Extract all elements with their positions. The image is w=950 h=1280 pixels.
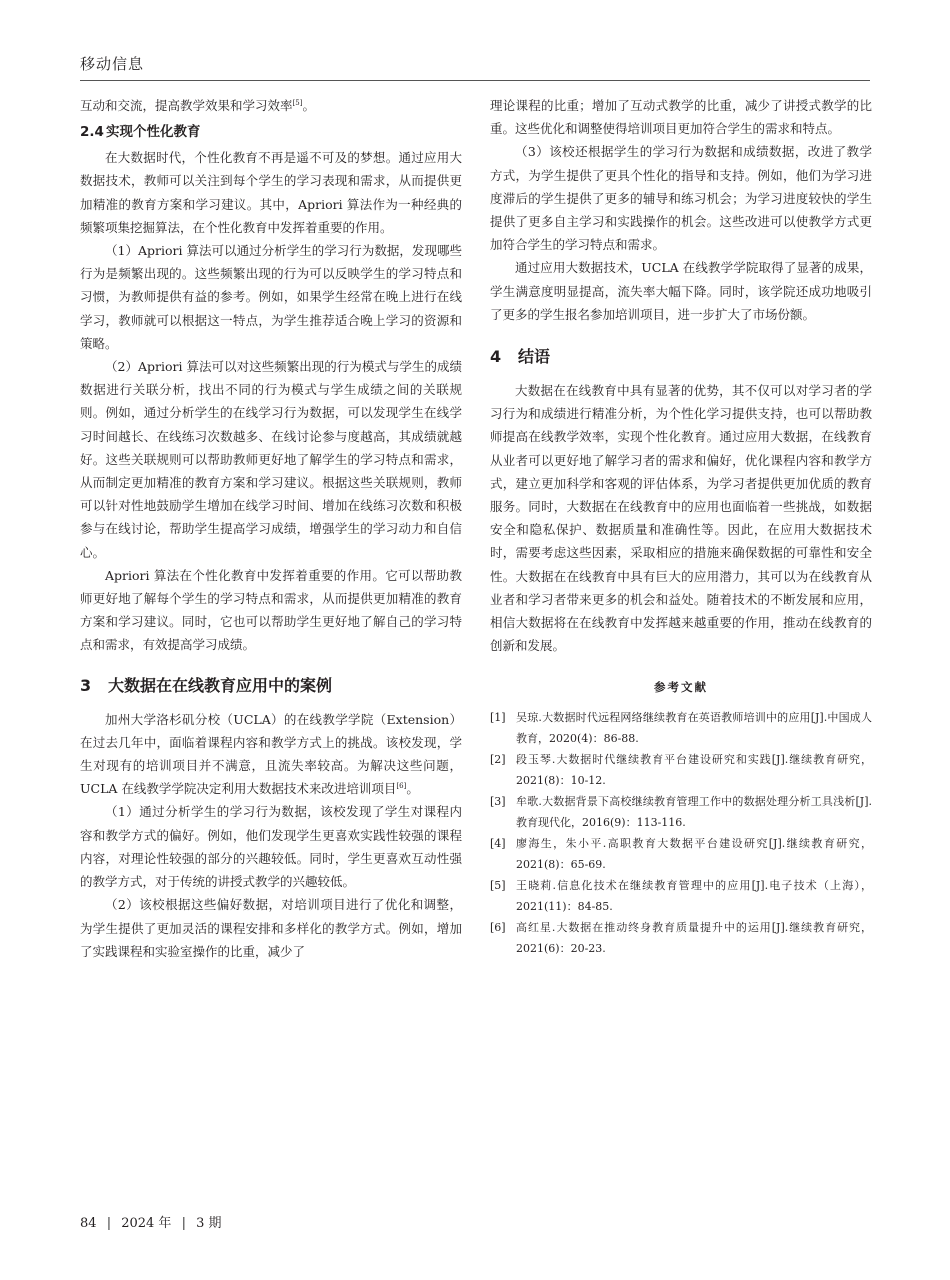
- issue-number: 3 期: [196, 1216, 222, 1231]
- paragraph: 通过应用大数据技术，UCLA 在线教学学院取得了显著的成果，学生满意度明显提高，流失率大幅下降。同时，该学院还成功地吸引了更多的学生报名参加培训项目，进一步扩大了市场份额。: [490, 260, 872, 322]
- reference-list: [490, 707, 872, 959]
- section-title: 结语: [518, 347, 551, 367]
- footer-separator: |: [181, 1216, 186, 1231]
- reference-text: 吴琼.大数据时代远程网络继续教育在英语教师培训中的应用[J].中国成人教育，2020(4)：86-88.: [516, 711, 872, 746]
- reference-item: [490, 707, 872, 749]
- paragraph: 加州大学洛杉矶分校（UCLA）的在线教学学院（Extension）在过去几年中，面临着课程内容和教学方式上的挑战。该校发现，学生对现有的培训项目并不满意，且流失率较高。为解决这些问题，UCLA 在线教学学院决定利用大数据技术来改进培训项目[6]。: [80, 711, 462, 797]
- reference-text: 廖海生，朱小平.高职教育大数据平台建设研究[J].继续教育研究，2021(8)：65-69.: [516, 837, 872, 872]
- running-header: [80, 53, 870, 74]
- reference-index: [2]: [490, 753, 506, 767]
- reference-index: [4]: [490, 837, 506, 851]
- reference-text: 牟歌.大数据背景下高校继续教育管理工作中的数据处理分析工具浅析[J].教育现代化，2016(9)：113-116.: [516, 795, 872, 830]
- paragraph: Apriori 算法在个性化教育中发挥着重要的作用。它可以帮助教师更好地了解每个学生的学习特点和需求，从而提供更加精准的教育方案和学习建议。同时，它也可以帮助学生更好地了解自己的学习特点和需求，有效提高学习成绩。: [80, 567, 462, 653]
- paragraph: 在大数据时代，个性化教育不再是遥不可及的梦想。通过应用大数据技术，教师可以关注到每个学生的学习表现和需求，从而提供更加精准的教育方案和学习建议。其中，Apriori 算法作为一种经典的频繁项集挖掘算法，在个性化教育中发挥着重要的作用。: [80, 150, 462, 235]
- section-title: 实现个性化教育: [106, 124, 201, 141]
- continued-paragraph: 互动和交流，提高教学效果和学习效率[5]。: [80, 98, 315, 113]
- reference-item: [490, 875, 872, 917]
- paragraph: （1）通过分析学生的学习行为数据，该校发现了学生对课程内容和教学方式的偏好。例如，他们发现学生更喜欢实践性较强的课程内容，对理论性较强的部分的兴趣较低。同时，学生更喜欢互动性强的教学方式，对于传统的讲授式教学的兴趣较低。: [80, 804, 462, 890]
- page-footer: [80, 1212, 222, 1231]
- issue-year: 2024 年: [121, 1216, 172, 1231]
- paragraph: （2）该校根据这些偏好数据，对培训项目进行了优化和调整，为学生提供了更加灵活的课程安排和多样化的教学方式。例如，增加了实践课程和实验室操作的比重，减少了: [80, 897, 462, 959]
- page-number: 84: [80, 1216, 97, 1231]
- reference-index: [1]: [490, 711, 506, 725]
- reference-text: 段玉琴.大数据时代继续教育平台建设研究和实践[J].继续教育研究，2021(8)：10-12.: [516, 753, 872, 788]
- journal-title: 移动信息: [80, 55, 145, 73]
- section-4-heading: [490, 344, 872, 367]
- section-2-4-heading: [80, 121, 462, 144]
- continued-paragraph: 理论课程的比重；增加了互动式教学的比重，减少了讲授式教学的比重。这些优化和调整使得培训项目更加符合学生的需求和特点。: [490, 98, 872, 137]
- left-column: [80, 94, 462, 963]
- reference-index: [5]: [490, 879, 506, 893]
- paragraph: （2）Apriori 算法可以对这些频繁出现的行为模式与学生的成绩数据进行关联分析，找出不同的行为模式与学生成绩之间的关联规则。例如，通过分析学生的在线学习行为数据，可以发现学生在线学习时间越长、在线练习次数越多、在线讨论参与度越高，其成绩就越好。这些关联规则可以帮助教师更好地了解学生的学习特点和需求，从而制定更加精准的教育方案和学习建议。根据这些关联规则，教师可以针对性地鼓励学生增加在线学习时间、增加在线练习次数和积极参与在线讨论，帮助学生提高学习成绩，增强学生的学习动力和自信心。: [80, 359, 462, 560]
- reference-item: [490, 917, 872, 959]
- reference-index: [3]: [490, 795, 506, 809]
- reference-text: 高红星.大数据在推动终身教育质量提升中的运用[J].继续教育研究，2021(6)：20-23.: [516, 921, 872, 956]
- section-number: 2.4: [80, 124, 104, 141]
- reference-item: [490, 749, 872, 791]
- reference-text: 王晓莉.信息化技术在继续教育管理中的应用[J].电子技术（上海），2021(11)：84-85.: [516, 879, 872, 914]
- right-column: [490, 94, 872, 959]
- section-title: 大数据在在线教育应用中的案例: [108, 675, 333, 695]
- reference-item: [490, 833, 872, 875]
- header-rule: [80, 80, 870, 81]
- reference-index: [6]: [490, 921, 506, 935]
- citation-5: [5]: [292, 99, 303, 107]
- paragraph: 大数据在在线教育中具有显著的优势，其不仅可以对学习者的学习行为和成绩进行精准分析，为个性化学习提供支持，也可以帮助教师提高在线教学效率，实现个性化教育。通过应用大数据，在线教育从业者可以更好地了解学习者的需求和偏好，优化课程内容和教学方式，建立更加科学和客观的评估体系，为学习者提供更加优质的教育服务。同时，大数据在在线教育中的应用也面临着一些挑战，如数据安全和隐私保护、数据质量和准确性等。因此，在应用大数据技术时，需要考虑这些因素，采取相应的措施来确保数据的可靠性和安全性。大数据在在线教育中具有巨大的应用潜力，其可以为在线教育从业者和学习者带来更多的机会和益处。随着技术的不断发展和应用，相信大数据将在在线教育中发挥越来越重要的作用，推动在线教育的创新和发展。: [490, 383, 872, 654]
- paragraph: （1）Apriori 算法可以通过分析学生的学习行为数据，发现哪些行为是频繁出现的。这些频繁出现的行为可以反映学生的学习特点和习惯，为教师提供有益的参考。例如，如果学生经常在晚上进行在线学习，教师就可以根据这一特点，为学生推荐适合晚上学习的资源和策略。: [80, 243, 462, 351]
- citation-6: [6]: [396, 782, 407, 791]
- section-3-heading: [80, 673, 462, 696]
- footer-separator: |: [106, 1216, 112, 1231]
- paragraph: （3）该校还根据学生的学习行为数据和成绩数据，改进了教学方式，为学生提供了更具个性化的指导和支持。例如，他们为学习进度滞后的学生提供了更多的辅导和练习机会；为学习进度较快的学生提供了更多自主学习和实践操作的机会。这些改进可以使教学方式更加符合学生的学习特点和需求。: [490, 144, 872, 253]
- section-number: 3: [80, 675, 92, 695]
- section-number: 4: [490, 347, 502, 367]
- reference-item: [490, 791, 872, 833]
- references-heading: 参考文献: [654, 680, 708, 695]
